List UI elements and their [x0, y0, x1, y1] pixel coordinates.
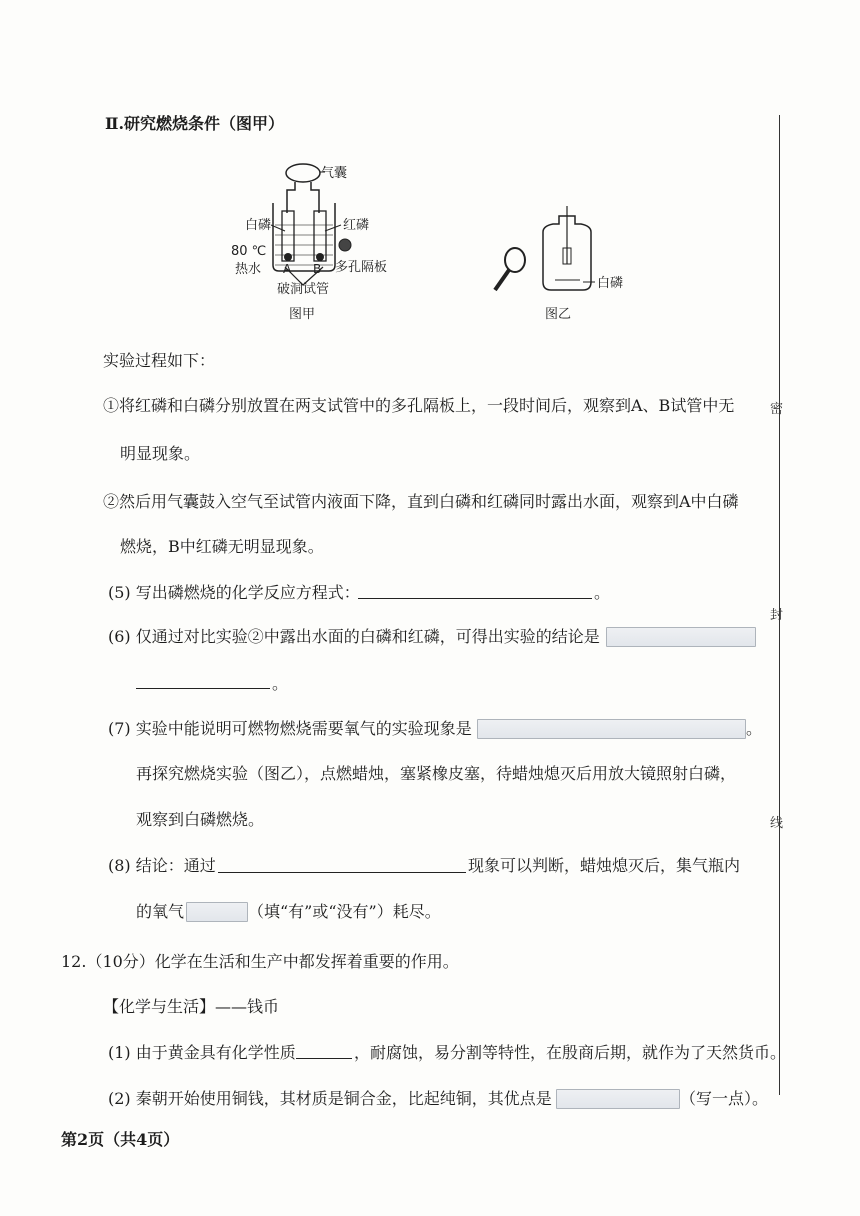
- q12-heading: 12.（10分）化学在生活和生产中都发挥着重要的作用。: [61, 952, 459, 971]
- step2-line1: ②然后用气囊鼓入空气至试管内液面下降，直到白磷和红磷同时露出水面，观察到A中白磷: [103, 492, 739, 511]
- q8-text-start: (8) 结论：通过: [108, 856, 216, 875]
- svg-text:白磷: 白磷: [597, 276, 624, 291]
- page-footer: 第2页（共4页）: [61, 1130, 180, 1149]
- svg-text:白磷: 白磷: [245, 218, 272, 233]
- q5-answer-blank[interactable]: [358, 584, 592, 599]
- svg-text:图乙: 图乙: [545, 307, 572, 322]
- q8-line2-end: （填“有”或“没有”）耗尽。: [248, 902, 441, 921]
- q7-cont1: 再探究燃烧实验（图乙），点燃蜡烛，塞紧橡皮塞，待蜡烛熄灭后用放大镜照射白磷，: [136, 764, 737, 783]
- q6-answer-blank-cont[interactable]: [136, 674, 270, 689]
- q8-text-mid: 现象可以判断，蜡烛熄灭后，集气瓶内: [468, 856, 741, 875]
- margin-mark-mi: 密: [770, 402, 784, 417]
- figure-yi: [485, 200, 645, 325]
- svg-text:热水: 热水: [235, 262, 262, 277]
- q5-text: (5) 写出磷燃烧的化学反应方程式：: [108, 583, 360, 602]
- svg-text:图甲: 图甲: [289, 307, 316, 322]
- q12-1-end: ，耐腐蚀，易分割等特性，在殷商后期，就作为了天然货币。: [354, 1043, 787, 1062]
- q12-1-start: (1) 由于黄金具有化学性质: [108, 1043, 296, 1062]
- q12-1-answer-blank[interactable]: [296, 1044, 352, 1059]
- magnifier-icon: [505, 248, 525, 272]
- margin-mark-xian: 线: [770, 816, 784, 831]
- q12-2-answer-field[interactable]: [556, 1089, 680, 1109]
- q7-cont2: 观察到白磷燃烧。: [136, 810, 265, 829]
- process-title: 实验过程如下：: [103, 351, 216, 370]
- margin-mark-feng: 封: [770, 608, 784, 623]
- q7-answer-field[interactable]: [477, 719, 746, 739]
- q8-fill-field[interactable]: [186, 902, 248, 922]
- svg-text:多孔隔板: 多孔隔板: [335, 260, 388, 275]
- airbag-shape: [286, 164, 320, 182]
- step1-line2: 明显现象。: [120, 444, 201, 463]
- svg-text:B: B: [313, 262, 322, 276]
- sub-heading: 【化学与生活】——钱币: [103, 997, 280, 1016]
- q8-line2-start: 的氧气: [136, 902, 185, 921]
- q6-answer-field[interactable]: [606, 627, 756, 647]
- svg-text:80 ℃: 80 ℃: [231, 244, 267, 259]
- svg-text:红磷: 红磷: [343, 218, 370, 233]
- figure-jia: [225, 155, 425, 325]
- label-airbag: 气囊: [321, 166, 348, 181]
- q6-text: (6) 仅通过对比实验②中露出水面的白磷和红磷，可得出实验的结论是: [108, 627, 600, 646]
- q7-text: (7) 实验中能说明可燃物燃烧需要氧气的实验现象是: [108, 719, 472, 738]
- step1-line1: ①将红磷和白磷分别放置在两支试管中的多孔隔板上，一段时间后，观察到A、B试管中无: [103, 396, 735, 415]
- section-title: Ⅱ.研究燃烧条件（图甲）: [105, 114, 285, 133]
- q12-2-end: （写一点）。: [680, 1089, 769, 1108]
- svg-text:破洞试管: 破洞试管: [277, 282, 330, 297]
- step2-line2: 燃烧，B中红磷无明显现象。: [120, 537, 324, 556]
- q8-answer-blank[interactable]: [218, 858, 466, 873]
- svg-text:A: A: [283, 262, 292, 276]
- q12-2-start: (2) 秦朝开始使用铜钱，其材质是铜合金，比起纯铜，其优点是: [108, 1089, 552, 1108]
